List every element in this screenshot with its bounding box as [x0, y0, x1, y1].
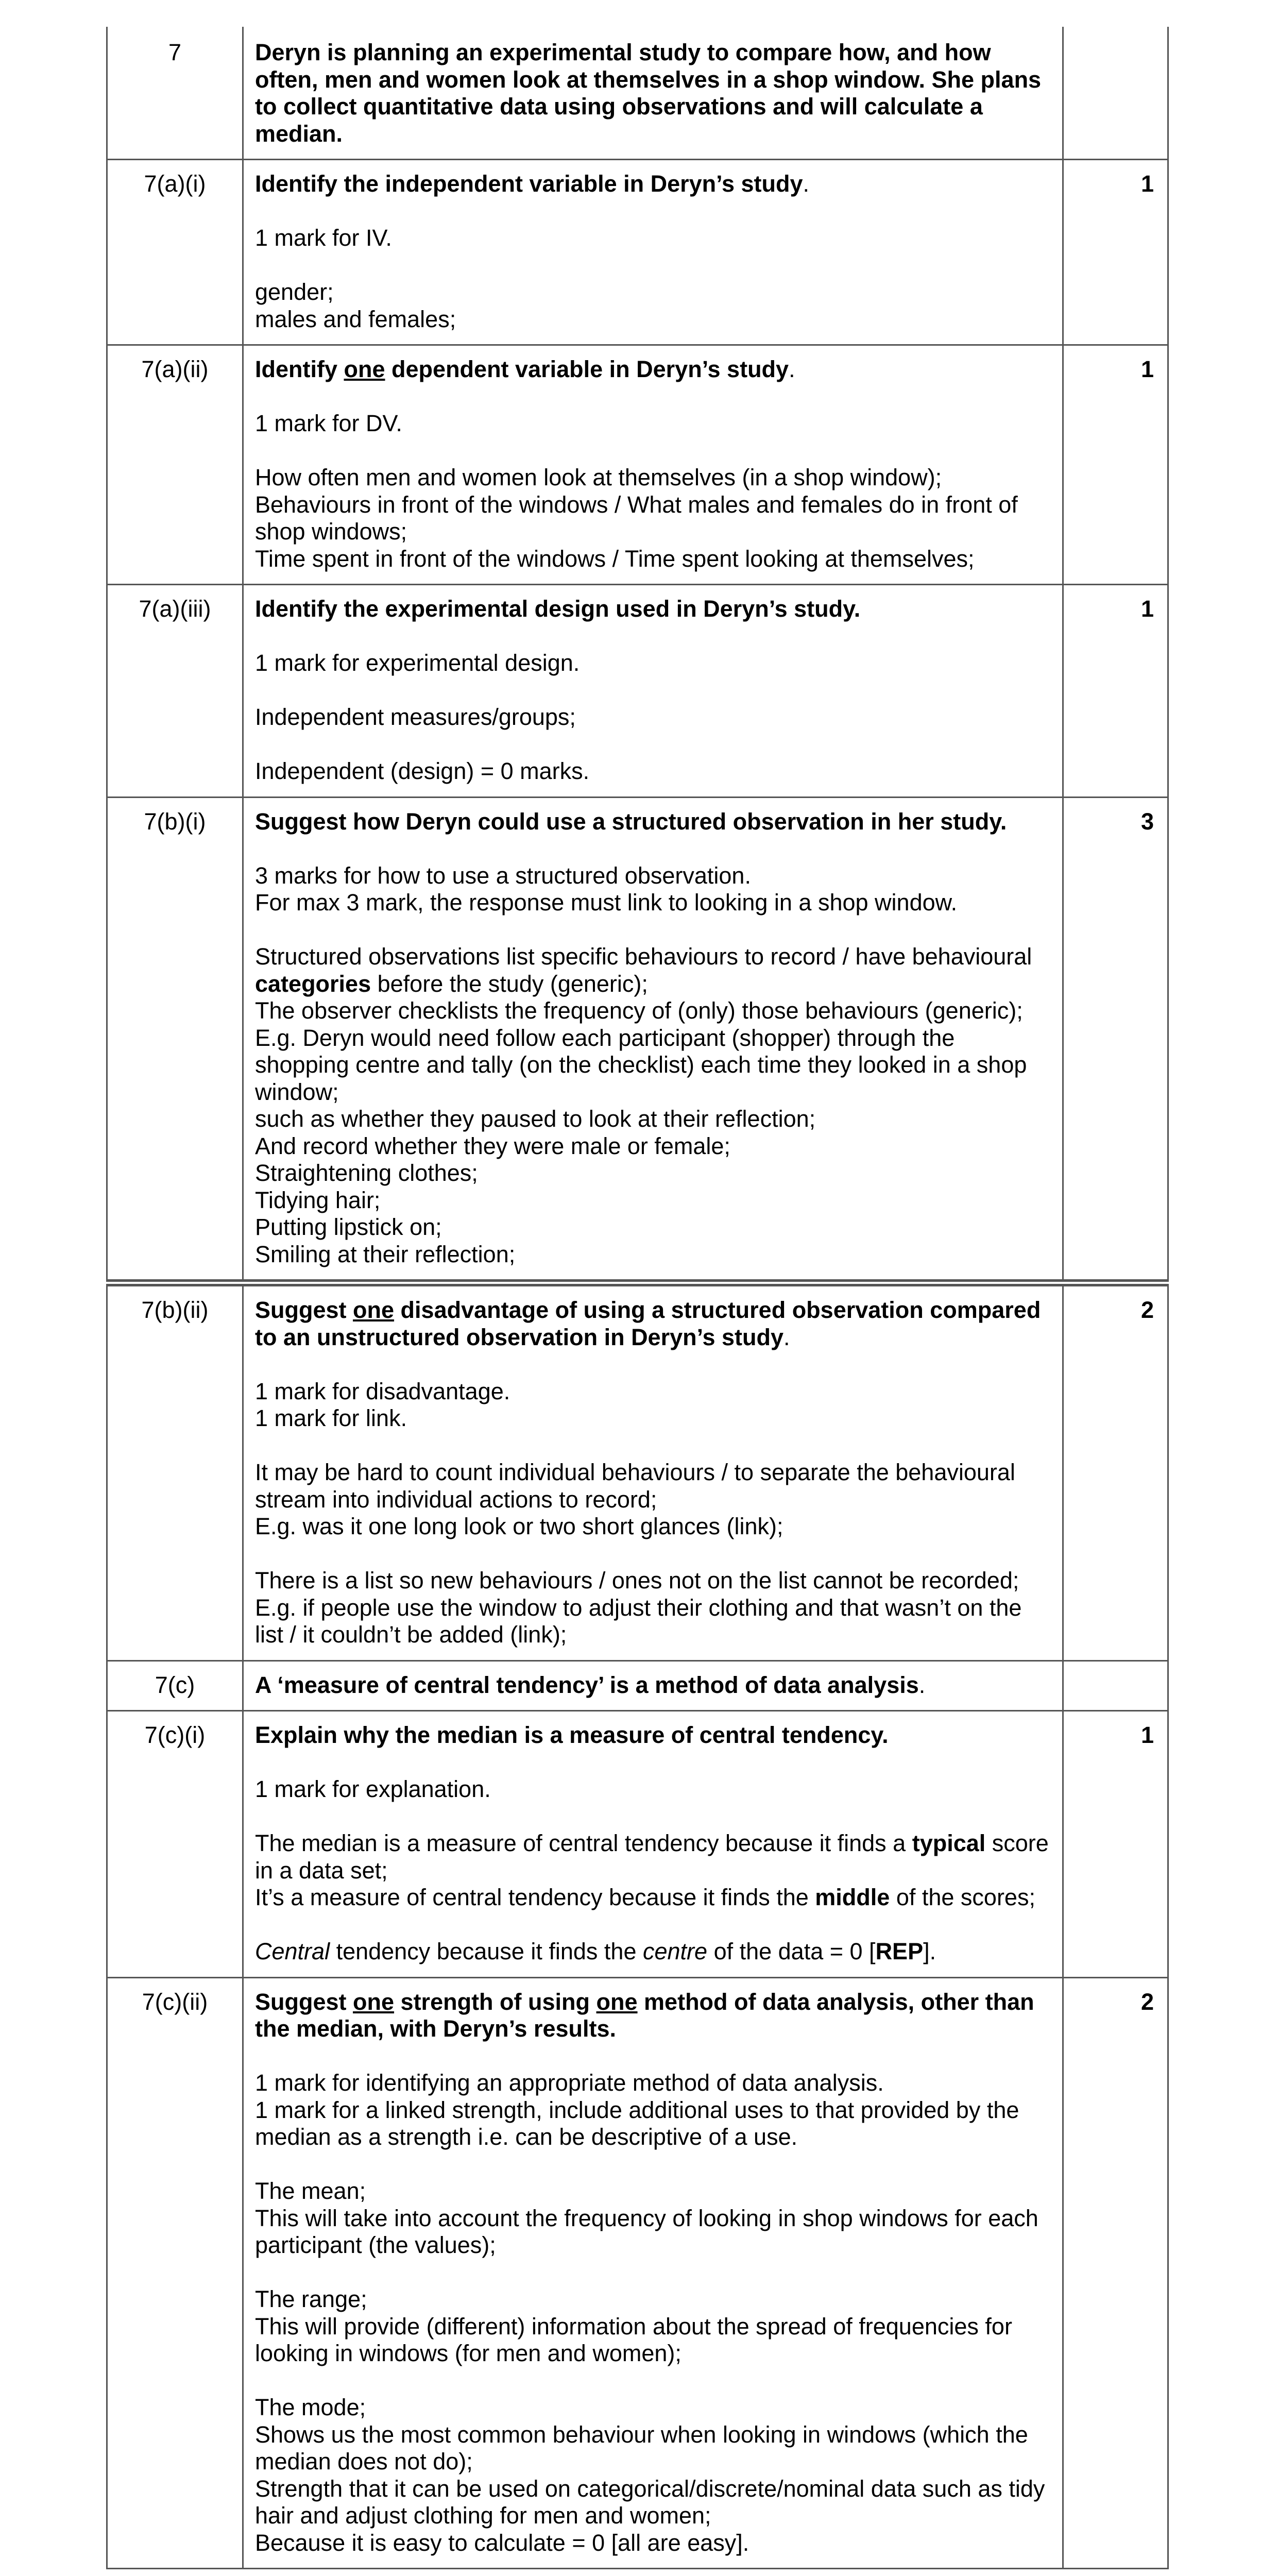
marking-guidance: 1 mark for experimental design. [255, 650, 580, 676]
question-text [243, 1660, 1063, 1711]
answer-line: The mode; [255, 2394, 366, 2420]
marking-guidance: 1 mark for DV. [255, 410, 402, 436]
question-number: 7(c) [107, 1660, 243, 1711]
question-number: 7(c)(ii) [107, 1977, 243, 2569]
answer-line [255, 1830, 1054, 1884]
mark-scheme-table [106, 27, 1169, 2569]
answer-text: Structured observations list specific behaviours to record / have behavioural [255, 943, 1032, 970]
marks-cell: 1 [1063, 1711, 1168, 1978]
marking-guidance: 1 mark for identifying an appropriate method of data analysis. [255, 2070, 884, 2096]
answer-text: of the scores; [890, 1884, 1035, 1910]
mark-scheme-sheet [106, 27, 1167, 2576]
prompt-punct: . [789, 356, 795, 382]
table-row [107, 27, 1168, 160]
answer-text: of the data = 0 [ [707, 1938, 876, 1964]
marks-cell: 2 [1063, 1977, 1168, 2569]
answer-text: The median is a measure of central tendency because it finds a [255, 1830, 912, 1856]
question-text [243, 27, 1063, 160]
question-text [243, 345, 1063, 585]
marks-cell: 1 [1063, 345, 1168, 585]
answer-line: How often men and women look at themselves (in a shop window); [255, 464, 942, 490]
rep-label: REP [875, 1938, 924, 1964]
answer-line [255, 1938, 1054, 1965]
table-row [107, 1283, 1168, 1660]
table-row [107, 797, 1168, 1283]
marking-guidance: 3 marks for how to use a structured observation. [255, 862, 751, 889]
answer-line [255, 943, 1054, 997]
prompt-underlined: one [353, 1297, 395, 1323]
answer-line: The range; [255, 2286, 367, 2312]
prompt-bold: Identify [255, 356, 344, 382]
prompt-bold: Identify the independent variable in Deryn’s study [255, 171, 803, 197]
answer-line: Shows us the most common behaviour when looking in windows (which the median does not do); [255, 2421, 1028, 2475]
answer-line: Time spent in front of the windows / Time spent looking at themselves; [255, 545, 975, 572]
marks-cell [1063, 27, 1168, 160]
answer-line: Behaviours in front of the windows / What males and females do in front of shop windows; [255, 491, 1018, 545]
table-row [107, 585, 1168, 798]
question-prompt [255, 356, 1054, 383]
prompt-punct: . [918, 1671, 926, 1698]
marking-guidance: 1 mark for link. [255, 1405, 407, 1431]
question-prompt: Identify the experimental design used in Deryn’s study. [255, 596, 861, 622]
prompt-punct: . [783, 1324, 790, 1350]
question-text [243, 1283, 1063, 1660]
prompt-punct: . [803, 171, 810, 197]
answer-line: Smiling at their reflection; [255, 1241, 516, 1267]
question-prompt [255, 1297, 1054, 1351]
answer-line: And record whether they were male or female; [255, 1132, 730, 1159]
prompt-bold: A ‘measure of central tendency’ is a method of data analysis [255, 1671, 919, 1698]
answer-italic: Central [255, 1938, 330, 1964]
question-number: 7 [107, 27, 243, 160]
answer-line: such as whether they paused to look at their reflection; [255, 1106, 816, 1132]
marking-guidance: 1 mark for explanation. [255, 1776, 491, 1802]
question-number: 7(b)(ii) [107, 1283, 243, 1660]
question-number: 7(c)(i) [107, 1711, 243, 1978]
table-row [107, 1711, 1168, 1978]
prompt-bold: disadvantage of using a structured observation compared to an unstructured observation in Deryn’s study [255, 1297, 1041, 1350]
question-text [243, 1711, 1063, 1978]
answer-line: E.g. Deryn would need follow each participant (shopper) through the shopping centre and tally (on the checklist) each time they looked in a shop window; [255, 1024, 1027, 1105]
answer-text: ]. [923, 1938, 936, 1964]
answer-line: gender; [255, 279, 334, 305]
marks-cell: 2 [1063, 1283, 1168, 1660]
answer-text: score in a data set; [255, 1830, 1049, 1884]
answer-line: E.g. if people use the window to adjust their clothing and that wasn’t on the list / it couldn’t be added (link); [255, 1594, 1022, 1648]
answer-line: Because it is easy to calculate = 0 [all are easy]. [255, 2529, 749, 2556]
prompt-underlined: one [353, 1988, 395, 2015]
table-row [107, 1977, 1168, 2569]
answer-line: Straightening clothes; [255, 1160, 478, 1186]
prompt-bold: method of data analysis, other than the median, with Deryn’s results. [255, 1988, 1034, 2042]
answer-line: Independent (design) = 0 marks. [255, 758, 590, 784]
answer-line: Tidying hair; [255, 1187, 381, 1213]
answer-line: This will take into account the frequency of looking in shop windows for each participant (the values); [255, 2205, 1038, 2258]
answer-line: males and females; [255, 306, 456, 332]
answer-text: before the study (generic); [371, 970, 648, 997]
prompt-bold: dependent variable in Deryn’s study [385, 356, 789, 382]
marking-guidance: 1 mark for a linked strength, include additional uses to that provided by the median as a strength i.e. can be descriptive of a use. [255, 2096, 1019, 2150]
table-row [107, 345, 1168, 585]
answer-line: E.g. was it one long look or two short glances (link); [255, 1513, 783, 1539]
answer-italic: centre [642, 1938, 708, 1964]
question-number: 7(b)(i) [107, 797, 243, 1283]
question-prompt [255, 171, 1054, 198]
table-row [107, 160, 1168, 345]
marks-cell [1063, 1660, 1168, 1711]
marks-cell: 1 [1063, 585, 1168, 798]
answer-keyword: middle [815, 1884, 890, 1910]
answer-text: It’s a measure of central tendency because it finds the [255, 1884, 815, 1910]
marking-guidance: 1 mark for IV. [255, 225, 392, 251]
answer-line: This will provide (different) information about the spread of frequencies for looking in windows (for men and women); [255, 2313, 1012, 2366]
answer-keyword: categories [255, 970, 371, 997]
prompt-bold: strength of using [394, 1988, 597, 2015]
table-row [107, 1660, 1168, 1711]
prompt-bold: Suggest [255, 1297, 353, 1323]
answer-keyword: typical [912, 1830, 986, 1856]
marks-cell: 3 [1063, 797, 1168, 1283]
question-number: 7(a)(iii) [107, 585, 243, 798]
question-prompt: Explain why the median is a measure of central tendency. [255, 1722, 889, 1748]
question-stem: Deryn is planning an experimental study to compare how, and how often, men and women look at themselves in a shop window. She plans to collect quantitative data using observations and will calculate a median. [255, 39, 1042, 147]
question-prompt [255, 1989, 1054, 2043]
question-number: 7(a)(ii) [107, 345, 243, 585]
answer-line: The observer checklists the frequency of (only) those behaviours (generic); [255, 997, 1023, 1024]
marking-guidance: For max 3 mark, the response must link to looking in a shop window. [255, 889, 958, 916]
answer-line: Putting lipstick on; [255, 1214, 442, 1240]
question-text [243, 160, 1063, 345]
question-prompt: Suggest how Deryn could use a structured observation in her study. [255, 808, 1007, 835]
prompt-underlined: one [596, 1988, 638, 2015]
answer-line: Independent measures/groups; [255, 704, 576, 730]
question-prompt [255, 1672, 1054, 1699]
question-text [243, 797, 1063, 1283]
question-text [243, 1977, 1063, 2569]
answer-line: Strength that it can be used on categorical/discrete/nominal data such as tidy hair and adjust clothing for men and women; [255, 2475, 1045, 2529]
prompt-bold: Suggest [255, 1988, 353, 2015]
answer-line: There is a list so new behaviours / ones not on the list cannot be recorded; [255, 1567, 1019, 1594]
answer-line: It may be hard to count individual behaviours / to separate the behavioural stream into individual actions to record; [255, 1459, 1015, 1513]
marks-cell: 1 [1063, 160, 1168, 345]
marking-guidance: 1 mark for disadvantage. [255, 1378, 510, 1404]
question-number: 7(a)(i) [107, 160, 243, 345]
answer-line: The mean; [255, 2178, 366, 2204]
answer-text: tendency because it finds the [330, 1938, 643, 1964]
answer-line [255, 1884, 1054, 1911]
prompt-underlined: one [344, 356, 385, 382]
question-text [243, 585, 1063, 798]
